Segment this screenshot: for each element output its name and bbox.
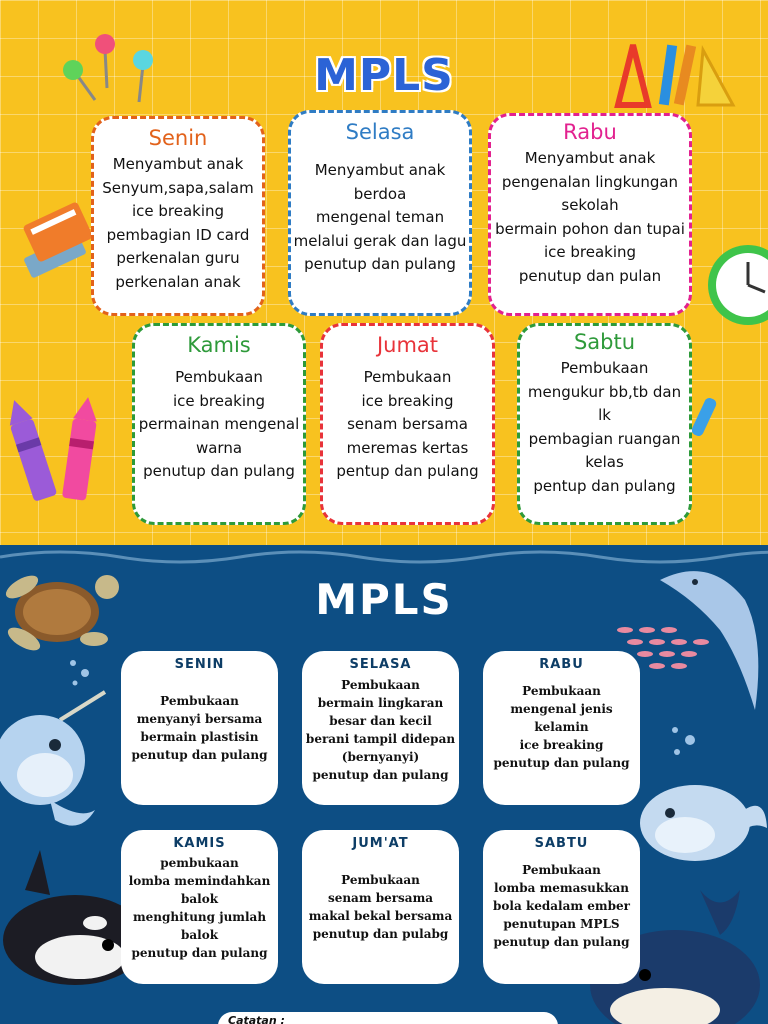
bubbles-icon [665,720,710,765]
activity-line: penutup dan pulabg [312,927,449,941]
activity-line: mengenal jenis [510,702,613,716]
day-name: RABU [539,657,584,672]
note-box [218,1012,558,1024]
activity-line: senam bersama [327,891,434,905]
activity-line: ice breaking [131,202,225,220]
clock-icon [703,240,768,330]
activity-line: lomba memindahkan [128,874,271,888]
activity-line: permainan mengenal [138,415,300,433]
day-name: Selasa [345,120,415,144]
note-label: Catatan : [228,1014,285,1024]
day-name: SENIN [174,657,225,672]
card-senin [121,651,278,805]
activity-line: Pembukaan [363,368,452,386]
activity-line: Pembukaan [160,694,239,708]
seal-icon [635,773,768,868]
activity-line: sekolah [561,196,619,214]
day-name: Senin [148,126,208,150]
activity-line: Pembukaan [341,678,420,692]
activity-line: menyanyi bersama [136,712,263,726]
day-name: JUM'AT [352,836,409,851]
activity-line: penutup dan pulang [493,756,630,770]
day-name: Rabu [563,120,617,144]
day-name: Jumat [376,333,439,357]
activity-line: warna [195,438,243,457]
day-name: Sabtu [573,330,636,354]
activity-line: besar dan kecil [329,714,432,728]
activity-line: perkenalan guru [116,249,240,267]
activity-line: Pembukaan [560,359,649,377]
activity-line: pembukaan [160,856,239,870]
activity-line: perkenalan anak [115,272,241,291]
pen-icon [690,395,720,440]
activity-line: penutup dan pulan [518,266,662,285]
top-title: MPLS [314,50,454,101]
activity-line: pentup dan pulang [336,462,479,480]
activity-line: penutup dan pulang [493,935,630,949]
activity-line: berani tampil didepan [305,732,456,746]
card-senin [91,116,265,316]
activity-line: mengenal teman [315,208,445,226]
activity-line: kelas [585,453,624,471]
activity-line: makal bekal bersama [308,909,453,923]
activity-line: Senyum,sapa,salam [102,178,254,197]
activity-line: bermain pohon dan tupai [495,219,685,238]
activity-line: pentup dan pulang [533,476,676,495]
bottom-schedule-panel [0,545,768,1024]
card-sabtu [483,830,640,984]
activity-line: bermain plastisin [140,730,259,744]
day-name: SELASA [349,657,412,672]
activity-line: ice breaking [543,243,637,261]
activity-line: pembagian ID card [106,225,250,244]
activity-line: bola kedalam ember [493,899,630,913]
activity-line: (bernyanyi) [341,750,420,764]
activity-line: Pembukaan [522,863,601,877]
activity-line: ice breaking [519,738,604,752]
narwhal-icon [0,690,110,840]
activity-line: Pembukaan [522,684,601,698]
activity-line: penutup dan pulang [304,255,456,273]
activity-line: penutupan MPLS [503,917,620,931]
card-jumat [302,830,459,984]
activity-line: lomba memasukkan [493,881,630,895]
card-rabu [483,651,640,805]
day-name: KAMIS [173,836,226,851]
day-name: Kamis [187,333,251,357]
card-sabtu [517,323,692,525]
card-selasa [288,110,472,316]
activity-line: balok [180,928,219,942]
card-kamis [132,323,306,525]
activity-line: pengenalan lingkungan [501,172,679,191]
bubbles-icon [65,655,105,695]
activity-line: Menyambut anak [314,161,446,179]
activity-line: penutup dan pulang [143,462,295,480]
crayons-icon [8,395,108,510]
activity-line: penutup dan pulang [131,748,268,762]
activity-line: ice breaking [361,391,454,410]
activity-line: menghitung jumlah [132,910,267,924]
activity-line: bermain lingkaran [317,696,444,710]
bottom-title: MPLS [315,575,453,624]
card-rabu [488,113,692,316]
activity-line: Menyambut anak [524,149,656,167]
activity-line: kelamin [534,720,589,734]
activity-line: senam bersama [347,415,468,433]
activity-line: Pembukaan [341,873,420,887]
activity-line: balok [180,892,219,906]
activity-line: Pembukaan [175,368,263,386]
activity-line: penutup dan pulang [131,946,268,960]
day-name: SABTU [534,836,589,851]
activity-line: pembagian ruangan [528,429,681,448]
activity-line: mengukur bb,tb dan [527,382,682,401]
activity-line: Menyambut anak [112,155,244,173]
activity-line: penutup dan pulang [312,768,449,782]
activity-line: melalui gerak dan lagu [293,231,467,250]
card-jumat [320,323,495,525]
card-selasa [302,651,459,805]
activity-line: berdoa [353,184,407,203]
card-kamis [121,830,278,984]
activity-line: ice breaking [172,391,266,410]
activity-line: meremas kertas [346,438,469,457]
activity-line: lk [598,406,611,424]
